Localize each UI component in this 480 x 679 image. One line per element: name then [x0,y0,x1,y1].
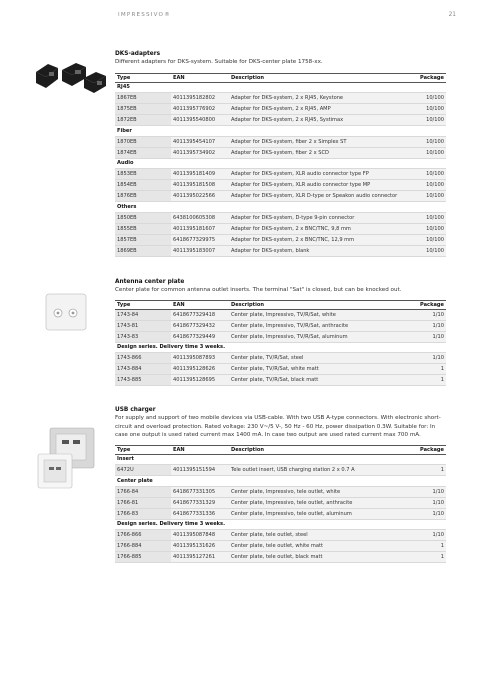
description-cell: Center plate, Impressivo, TV/R/Sat, anthracite [229,320,408,331]
usb-table [115,445,446,564]
description-cell: Center plate, TV/R/Sat, steel [229,353,408,364]
ean-cell: 4011395131626 [171,541,229,552]
group-label: Design series. Delivery time 3 weeks. [115,519,446,530]
package-cell: 10/100 [408,234,446,245]
type-cell: 1766-84 [115,486,171,497]
description-cell: Center plate, Impressivo, TV/R/Sat, white [229,309,408,320]
group-row [115,454,446,465]
package-cell: 10/100 [408,169,446,180]
type-cell: 1870EB [115,136,171,147]
ean-cell: 6418677329449 [171,331,229,342]
description-cell: Adapter for DKS-system, blank [229,245,408,256]
group-row [115,82,446,93]
table-row [115,309,446,320]
table-row [115,147,446,158]
ean-cell: 4011395128695 [171,375,229,386]
ean-cell: 6418677331336 [171,508,229,519]
type-cell: 6472U [115,465,171,476]
table-row [115,180,446,191]
description-cell: Adapter for DKS-system, 2 x BNC/TNC, 12,9 mm [229,234,408,245]
table-row [115,245,446,256]
column-header: Description [229,445,408,454]
table-header-row [115,73,446,82]
type-cell: 1872EB [115,115,171,126]
dks-table [115,73,446,257]
table-row [115,375,446,386]
column-header: Description [229,300,408,309]
package-cell: 1/10 [408,320,446,331]
column-header: EAN [171,73,229,82]
ean-cell: 4011395022566 [171,191,229,202]
table-row [115,93,446,104]
ean-cell: 6418677331329 [171,497,229,508]
table-row [115,115,446,126]
package-cell: 10/100 [408,191,446,202]
column-header: EAN [171,445,229,454]
brand-name: IMPRESSIVO® [118,12,171,18]
ean-cell: 6418677329975 [171,234,229,245]
type-cell: 1743-83 [115,331,171,342]
ean-cell: 4011395181409 [171,169,229,180]
table-row [115,364,446,375]
antenna-section [115,278,446,386]
column-header: Description [229,73,408,82]
antenna-table [115,300,446,387]
group-label: Insert [115,454,446,465]
package-cell: 10/100 [408,115,446,126]
ean-cell: 4011395454107 [171,136,229,147]
ean-cell: 4011395734902 [171,147,229,158]
section-description: For supply and support of two mobile devices via USB-cable. With two USB A-type connectors. With electronic short-circuit and overload protection. Rated voltage: 230 V~/5 V-, 50 Hz - 60 Hz, power dissipation 0.3W. Suitable for: In case one output is used rated current max 1400 mA. In case two output are used rated current max 700 mA. [115,415,441,438]
ean-cell: 4011395181607 [171,223,229,234]
package-cell: 10/100 [408,223,446,234]
package-cell: 10/100 [408,180,446,191]
type-cell: 1869EB [115,245,171,256]
description-cell: Center plate, Impressivo, tele outlet, white [229,486,408,497]
section-title: DKS-adapters [115,51,161,57]
table-row [115,320,446,331]
package-cell: 1 [408,375,446,386]
description-cell: Center plate, Impressivo, TV/R/Sat, aluminum [229,331,408,342]
table-row [115,223,446,234]
table-row [115,169,446,180]
package-cell: 10/100 [408,212,446,223]
table-header-row [115,445,446,454]
description-cell: Center plate, TV/R/Sat, black matt [229,375,408,386]
type-cell: 1854EB [115,180,171,191]
group-label: Audio [115,158,446,169]
type-cell: 1743-81 [115,320,171,331]
table-row [115,497,446,508]
table-row [115,465,446,476]
type-cell: 1855EB [115,223,171,234]
package-cell: 1 [408,552,446,563]
antenna-plate-image [40,290,92,334]
description-cell: Center plate, tele outlet, white matt [229,541,408,552]
type-cell: 1766-885 [115,552,171,563]
description-cell: Center plate, tele outlet, steel [229,530,408,541]
usb-charger-image [32,424,104,494]
package-cell: 1/10 [408,309,446,320]
group-row [115,342,446,353]
package-cell: 10/100 [408,147,446,158]
package-cell: 1 [408,465,446,476]
table-row [115,353,446,364]
column-header: Type [115,300,171,309]
ean-cell: 4011395087848 [171,530,229,541]
type-cell: 1743-84 [115,309,171,320]
description-cell: Center plate, tele outlet, black matt [229,552,408,563]
type-cell: 1766-83 [115,508,171,519]
type-cell: 1853EB [115,169,171,180]
table-row [115,136,446,147]
group-row [115,158,446,169]
group-row [115,476,446,487]
column-header: Package [408,445,446,454]
table-row [115,541,446,552]
table-row [115,508,446,519]
package-cell: 1/10 [408,530,446,541]
table-row [115,530,446,541]
description-cell: Adapter for DKS-system, 2 x BNC/TNC, 9,8 mm [229,223,408,234]
group-row [115,126,446,137]
package-cell: 10/100 [408,93,446,104]
package-cell: 1/10 [408,508,446,519]
package-cell: 1 [408,541,446,552]
description-cell: Center plate, Impressivo, tele outlet, aluminum [229,508,408,519]
type-cell: 1743-884 [115,364,171,375]
description-cell: Tele outlet insert, USB charging station 2 x 0.7 A [229,465,408,476]
column-header: Type [115,445,171,454]
column-header: Package [408,73,446,82]
table-row [115,191,446,202]
group-label: Others [115,202,446,213]
group-row [115,519,446,530]
package-cell: 10/100 [408,104,446,115]
ean-cell: 4011395127261 [171,552,229,563]
group-label: Design series. Delivery time 3 weeks. [115,342,446,353]
description-cell: Center plate, Impressivo, tele outlet, anthracite [229,497,408,508]
package-cell: 1/10 [408,331,446,342]
table-row [115,104,446,115]
section-title: USB charger [115,407,156,413]
type-cell: 1743-885 [115,375,171,386]
type-cell: 1857EB [115,234,171,245]
description-cell: Adapter for DKS-system, D-type 9-pin connector [229,212,408,223]
type-cell: 1867EB [115,93,171,104]
type-cell: 1876EB [115,191,171,202]
section-title: Antenna center plate [115,279,185,285]
description-cell: Adapter for DKS-system, 2 x RJ45, Systimax [229,115,408,126]
type-cell: 1875EB [115,104,171,115]
description-cell: Center plate, TV/R/Sat, white matt [229,364,408,375]
description-cell: Adapter for DKS-system, XLR D-type or Speakon audio connector [229,191,408,202]
type-cell: 1766-81 [115,497,171,508]
type-cell: 1766-884 [115,541,171,552]
description-cell: Adapter for DKS-system, fiber 2 x SCD [229,147,408,158]
ean-cell: 6418677329418 [171,309,229,320]
usb-charger-section [115,406,446,563]
description-cell: Adapter for DKS-system, 2 x RJ45, Keystone [229,93,408,104]
description-cell: Adapter for DKS-system, fiber 2 x Simplex ST [229,136,408,147]
type-cell: 1874EB [115,147,171,158]
ean-cell: 4011395183007 [171,245,229,256]
ean-cell: 6438100605308 [171,212,229,223]
ean-cell: 4011395776902 [171,104,229,115]
section-description: Center plate for common antenna outlet inserts. The terminal "Sat" is closed, but can be knocked out. [115,287,402,293]
column-header: Package [408,300,446,309]
page-header [118,9,456,21]
table-row [115,331,446,342]
ean-cell: 6418677331305 [171,486,229,497]
ean-cell: 4011395181508 [171,180,229,191]
package-cell: 10/100 [408,136,446,147]
table-row [115,234,446,245]
ean-cell: 6418677329432 [171,320,229,331]
package-cell: 1 [408,364,446,375]
table-row [115,552,446,563]
type-cell: 1766-866 [115,530,171,541]
column-header: EAN [171,300,229,309]
table-row [115,212,446,223]
group-label: Fiber [115,126,446,137]
group-label: RJ45 [115,82,446,93]
group-row [115,202,446,213]
column-header: Type [115,73,171,82]
ean-cell: 4011395087893 [171,353,229,364]
description-cell: Adapter for DKS-system, 2 x RJ45, AMP [229,104,408,115]
package-cell: 1/10 [408,486,446,497]
description-cell: Adapter for DKS-system, XLR audio connector type FP [229,169,408,180]
table-row [115,486,446,497]
description-cell: Adapter for DKS-system, XLR audio connector type MP [229,180,408,191]
table-header-row [115,300,446,309]
dks-adapter-image [32,58,110,96]
ean-cell: 4011395128626 [171,364,229,375]
type-cell: 1743-866 [115,353,171,364]
ean-cell: 4011395540800 [171,115,229,126]
package-cell: 10/100 [408,245,446,256]
page-number: 21 [448,12,456,18]
section-description: Different adapters for DKS-system. Suitable for DKS-center plate 1758-xx. [115,59,323,65]
type-cell: 1850EB [115,212,171,223]
package-cell: 1/10 [408,353,446,364]
package-cell: 1/10 [408,497,446,508]
group-label: Center plate [115,476,446,487]
ean-cell: 4011395182802 [171,93,229,104]
dks-adapters-section [115,50,446,257]
ean-cell: 4011395151594 [171,465,229,476]
